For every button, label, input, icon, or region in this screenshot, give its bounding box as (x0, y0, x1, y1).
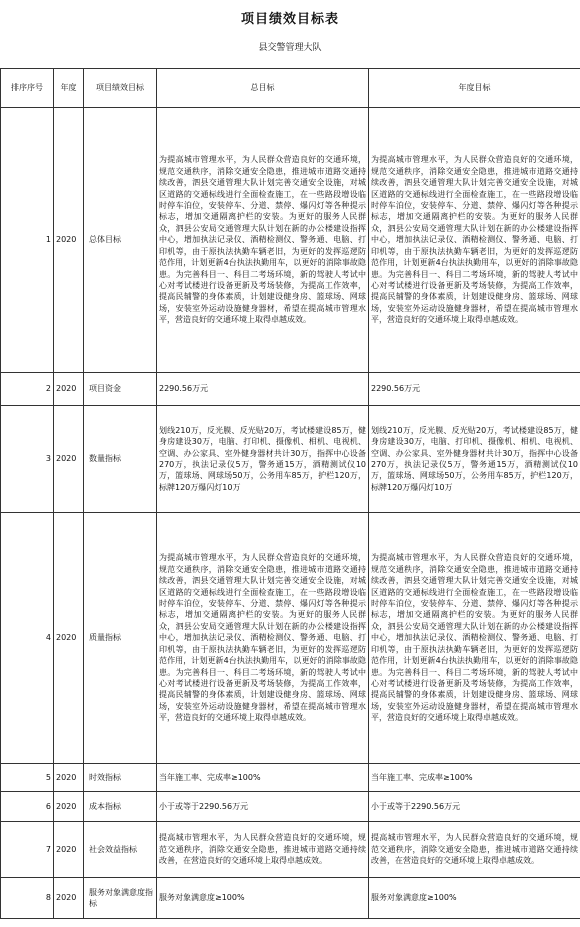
row-total-goal: 服务对象满意度≥100% (157, 878, 369, 919)
table-row (1, 406, 580, 513)
row-year: 2020 (54, 822, 84, 878)
table-row (1, 822, 580, 878)
document-unit: 县交警管理大队 (258, 43, 322, 53)
row-annual-goal: 为提高城市管理水平，为人民群众营造良好的交通环境，规范交通秩序，消除交通安全隐患，推进城市道路交通持续改善，泗县交通管理大队计划完善交通安全设施，对城区道路的交通标线进行全面检查施工，在一些路段增设临时停车泊位，安装停车、分道、禁停、爆闪灯等各种提示标志，增加交通隔离护栏的安装。为更好的服务人民群众，泗县公安局交通管理大队计划在新的办公楼建设指挥中心，增加执法记录仪、酒精检测仪、警务通、电脑、打印机等，由于原执法执勤车辆老旧，为更好的发挥巡逻防范作用，计划更新4台执法执勤用车，以更好的消除事故隐患。为完善科目一、科目二考场环境，新的驾驶人考试中心对考试楼进行设备更新及考场装修，为提高工作效率，提高民辅警的身体素质，计划建设健身房、篮球场、网球场，安装室外运动设施健身器材，希望在提高城市管理水平，营造良好的交通环境上取得卓越成效。 (369, 108, 580, 373)
row-year: 2020 (54, 373, 84, 406)
row-seq: 5 (1, 764, 54, 792)
row-total-goal: 为提高城市管理水平，为人民群众营造良好的交通环境，规范交通秩序，消除交通安全隐患，推进城市道路交通持续改善，泗县交通管理大队计划完善交通安全设施，对城区道路的交通标线进行全面检查施工，在一些路段增设临时停车泊位，安装停车、分道、禁停、爆闪灯等各种提示标志，增加交通隔离护栏的安装。为更好的服务人民群众，泗县公安局交通管理大队计划在新的办公楼建设指挥中心，增加执法记录仪、酒精检测仪、警务通、电脑、打印机等，由于原执法执勤车辆老旧，为更好的发挥巡逻防范作用，计划更新4台执法执勤用车，以更好的消除事故隐患。为完善科目一、科目二考场环境，新的驾驶人考试中心对考试楼进行设备更新及考场装修，为提高工作效率，提高民辅警的身体素质，计划建设健身房、篮球场、网球场，安装室外运动设施健身器材，希望在提高城市管理水平，营造良好的交通环境上取得卓越成效。 (157, 513, 369, 764)
row-indicator: 项目资金 (84, 373, 157, 406)
row-year: 2020 (54, 108, 84, 373)
row-indicator: 总体目标 (84, 108, 157, 373)
row-annual-goal: 当年施工率、完成率≥100% (369, 764, 580, 792)
performance-table (0, 68, 580, 919)
header-seq: 排序序号 (1, 69, 54, 108)
document-title: 项目绩效目标表 (240, 12, 339, 27)
row-total-goal: 提高城市管理水平，为人民群众营造良好的交通环境，规范交通秩序，消除交通安全隐患，推进城市道路交通持续改善，在营造良好的交通环境上取得卓越成效。 (157, 822, 369, 878)
table-row (1, 878, 580, 919)
row-seq: 2 (1, 373, 54, 406)
row-seq: 1 (1, 108, 54, 373)
table-row (1, 513, 580, 764)
row-total-goal: 划线210万，反光膜、反光贴20万，考试楼建设85万，健身房建设30万，电脑、打印机、摄像机、相机、电视机、空调、办公家具、室外健身器材共计30万，指挥中心设备270万，执法记录仪5万，警务通15万，酒精测试仪10万，篮球场、网球场50万，公务用车85万，护栏120万，标牌120万爆闪灯10万 (157, 406, 369, 513)
table-row (1, 108, 580, 373)
row-seq: 7 (1, 822, 54, 878)
row-indicator: 时效指标 (84, 764, 157, 792)
row-annual-goal: 2290.56万元 (369, 373, 580, 406)
header-annual-goal: 年度目标 (369, 69, 580, 108)
row-annual-goal: 划线210万，反光膜、反光贴20万，考试楼建设85万，健身房建设30万，电脑、打印机、摄像机、相机、电视机、空调、办公家具、室外健身器材共计30万，指挥中心设备270万，执法记录仪5万，警务通15万，酒精测试仪10万，篮球场、网球场50万，公务用车85万，护栏120万，标牌120万爆闪灯10万 (369, 406, 580, 513)
row-annual-goal: 提高城市管理水平，为人民群众营造良好的交通环境，规范交通秩序，消除交通安全隐患，推进城市道路交通持续改善，在营造良好的交通环境上取得卓越成效。 (369, 822, 580, 878)
row-annual-goal: 服务对象满意度≥100% (369, 878, 580, 919)
row-total-goal: 为提高城市管理水平，为人民群众营造良好的交通环境，规范交通秩序，消除交通安全隐患，推进城市道路交通持续改善，泗县交通管理大队计划完善交通安全设施，对城区道路的交通标线进行全面检查施工，在一些路段增设临时停车泊位，安装停车、分道、禁停、爆闪灯等各种提示标志，增加交通隔离护栏的安装。为更好的服务人民群众，泗县公安局交通管理大队计划在新的办公楼建设指挥中心，增加执法记录仪、酒精检测仪、警务通、电脑、打印机等，由于原执法执勤车辆老旧，为更好的发挥巡逻防范作用，计划更新4台执法执勤用车，以更好的消除事故隐患。为完善科目一、科目二考场环境，新的驾驶人考试中心对考试楼进行设备更新及考场装修，为提高工作效率，提高民辅警的身体素质，计划建设健身房、篮球场、网球场，安装室外运动设施健身器材，希望在提高城市管理水平，营造良好的交通环境上取得卓越成效。 (157, 108, 369, 373)
row-seq: 3 (1, 406, 54, 513)
row-total-goal: 当年施工率、完成率≥100% (157, 764, 369, 792)
row-indicator: 成本指标 (84, 792, 157, 822)
table-row (1, 792, 580, 822)
row-annual-goal: 小于或等于2290.56万元 (369, 792, 580, 822)
row-year: 2020 (54, 764, 84, 792)
table-row (1, 764, 580, 792)
table-header-row (1, 69, 580, 108)
row-year: 2020 (54, 792, 84, 822)
table-row (1, 373, 580, 406)
header-year: 年度 (54, 69, 84, 108)
row-year: 2020 (54, 406, 84, 513)
row-indicator: 数量指标 (84, 406, 157, 513)
row-total-goal: 2290.56万元 (157, 373, 369, 406)
row-annual-goal: 为提高城市管理水平，为人民群众营造良好的交通环境，规范交通秩序，消除交通安全隐患，推进城市道路交通持续改善，泗县交通管理大队计划完善交通安全设施，对城区道路的交通标线进行全面检查施工，在一些路段增设临时停车泊位，安装停车、分道、禁停、爆闪灯等各种提示标志，增加交通隔离护栏的安装。为更好的服务人民群众，泗县公安局交通管理大队计划在新的办公楼建设指挥中心，增加执法记录仪、酒精检测仪、警务通、电脑、打印机等，由于原执法执勤车辆老旧，为更好的发挥巡逻防范作用，计划更新4台执法执勤用车，以更好的消除事故隐患。为完善科目一、科目二考场环境，新的驾驶人考试中心对考试楼进行设备更新及考场装修，为提高工作效率，提高民辅警的身体素质，计划建设健身房、篮球场、网球场，安装室外运动设施健身器材，希望在提高城市管理水平，营造良好的交通环境上取得卓越成效。 (369, 513, 580, 764)
header-total-goal: 总目标 (157, 69, 369, 108)
row-indicator: 服务对象满意度指标 (84, 878, 157, 919)
row-seq: 6 (1, 792, 54, 822)
row-year: 2020 (54, 878, 84, 919)
row-seq: 4 (1, 513, 54, 764)
row-indicator: 质量指标 (84, 513, 157, 764)
row-total-goal: 小于或等于2290.56万元 (157, 792, 369, 822)
row-year: 2020 (54, 513, 84, 764)
row-indicator: 社会效益指标 (84, 822, 157, 878)
header-indicator: 项目绩效目标 (84, 69, 157, 108)
row-seq: 8 (1, 878, 54, 919)
